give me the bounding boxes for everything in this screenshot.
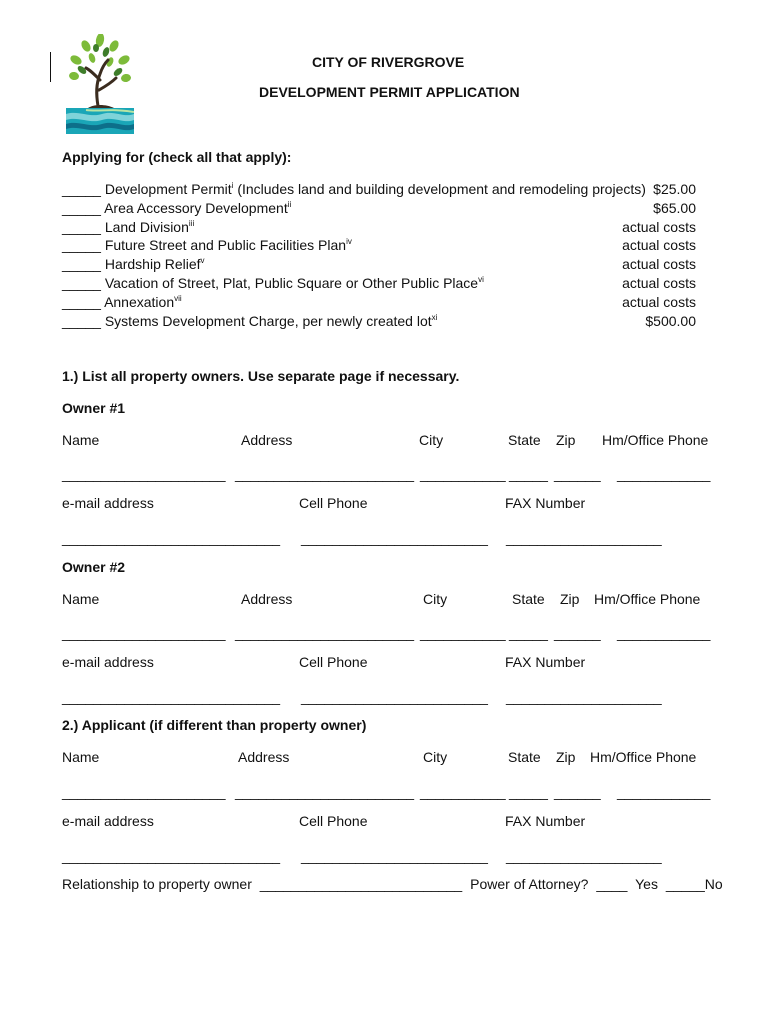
footnote-marker: xi xyxy=(431,312,438,322)
applying-item-fee: actual costs xyxy=(622,218,696,235)
address-label: Address xyxy=(241,432,293,448)
city-label: City xyxy=(419,432,444,448)
applying-heading: Applying for (check all that apply): xyxy=(62,149,292,165)
name-field[interactable]: _____________________ xyxy=(62,784,226,800)
cell-label: Cell Phone xyxy=(299,813,368,829)
name-label: Name xyxy=(62,432,100,448)
cell-field[interactable]: ________________________ xyxy=(301,530,488,546)
fax-label: FAX Number xyxy=(505,654,586,670)
city-label: City xyxy=(423,591,448,607)
applying-item-label: Vacation of Street, Plat, Public Square or Other Public Place xyxy=(104,275,479,291)
phone-label: Hm/Office Phone xyxy=(602,432,709,448)
form-title: DEVELOPMENT PERMIT APPLICATION xyxy=(259,84,520,100)
poa-no-label: No xyxy=(704,876,723,892)
zip-field[interactable]: ______ xyxy=(554,784,601,800)
applying-item-label: Area Accessory Development xyxy=(104,199,288,216)
applying-item-fee: actual costs xyxy=(622,256,696,273)
applying-item-label: Development Permit xyxy=(104,181,232,197)
footnote-marker: vii xyxy=(174,293,182,303)
applying-item xyxy=(62,218,696,236)
applying-item-fee: actual costs xyxy=(622,293,696,310)
applying-item-label: Land Division xyxy=(104,218,189,235)
applying-item-fee: actual costs xyxy=(622,237,696,254)
state-label: State xyxy=(508,749,541,765)
state-field[interactable]: _____ xyxy=(509,466,548,482)
applying-item xyxy=(62,274,696,292)
zip-field[interactable]: ______ xyxy=(554,625,601,641)
name-field[interactable]: _____________________ xyxy=(62,625,226,641)
footnote-marker: v xyxy=(200,256,205,266)
poa-yes-label: Yes xyxy=(635,876,658,892)
relationship-row xyxy=(62,876,723,892)
fax-label: FAX Number xyxy=(505,495,586,511)
check-blank[interactable]: _____ xyxy=(62,256,101,273)
check-blank[interactable]: _____ xyxy=(62,218,101,235)
footnote-marker: i xyxy=(231,181,234,190)
applying-item xyxy=(62,312,696,330)
applying-item-fee: $25.00 xyxy=(653,181,696,197)
text-cursor xyxy=(50,52,51,82)
cell-field[interactable]: ________________________ xyxy=(301,689,488,705)
applying-item-fee: actual costs xyxy=(622,275,696,291)
check-blank[interactable]: _____ xyxy=(62,181,101,197)
zip-label: Zip xyxy=(556,432,576,448)
owner-1-label: Owner #1 xyxy=(62,400,126,416)
section-1-heading: 1.) List all property owners. Use separate page if necessary. xyxy=(62,368,460,384)
phone-field[interactable]: ____________ xyxy=(617,784,711,800)
city-title: CITY OF RIVERGROVE xyxy=(312,54,465,70)
poa-yes-field[interactable]: ____ xyxy=(596,876,628,892)
check-blank[interactable]: _____ xyxy=(62,293,101,310)
check-blank[interactable]: _____ xyxy=(62,237,101,254)
applying-item-label: Hardship Relief xyxy=(104,256,201,273)
applying-item-fee: $500.00 xyxy=(645,312,696,329)
email-field[interactable]: ____________________________ xyxy=(62,689,281,705)
owner-2-label: Owner #2 xyxy=(62,559,126,575)
applying-item xyxy=(62,255,696,273)
check-blank[interactable]: _____ xyxy=(62,199,101,216)
state-label: State xyxy=(512,591,545,607)
address-label: Address xyxy=(241,591,293,607)
name-label: Name xyxy=(62,749,100,765)
phone-field[interactable]: ____________ xyxy=(617,625,711,641)
name-label: Name xyxy=(62,591,100,607)
zip-label: Zip xyxy=(560,591,580,607)
footnote-marker: ii xyxy=(287,199,292,209)
applying-item-label: Future Street and Public Facilities Plan xyxy=(104,237,347,254)
address-field[interactable]: _______________________ xyxy=(235,625,415,641)
applying-item xyxy=(62,199,696,217)
applying-item xyxy=(62,236,696,254)
poa-label: Power of Attorney? xyxy=(470,876,589,892)
city-field[interactable]: ___________ xyxy=(420,625,506,641)
phone-label: Hm/Office Phone xyxy=(594,591,701,607)
applying-item-label: Systems Development Charge, per newly created lot xyxy=(104,312,432,329)
phone-field[interactable]: ____________ xyxy=(617,466,711,482)
cell-field[interactable]: ________________________ xyxy=(301,848,488,864)
cell-label: Cell Phone xyxy=(299,654,368,670)
city-label: City xyxy=(423,749,448,765)
address-label: Address xyxy=(238,749,290,765)
relationship-label: Relationship to property owner xyxy=(62,876,252,892)
relationship-field[interactable]: __________________________ xyxy=(259,876,463,892)
cell-label: Cell Phone xyxy=(299,495,368,511)
section-2-heading: 2.) Applicant (if different than property owner) xyxy=(62,717,367,733)
applying-item-note: (Includes land and building development and remodeling projects) xyxy=(233,181,646,197)
applying-item-fee: $65.00 xyxy=(653,199,696,216)
state-field[interactable]: _____ xyxy=(509,625,548,641)
footnote-marker: iv xyxy=(346,237,352,247)
applying-item xyxy=(62,293,696,311)
fax-field[interactable]: ____________________ xyxy=(506,848,662,864)
city-logo xyxy=(66,34,134,134)
check-blank[interactable]: _____ xyxy=(62,275,101,291)
check-blank[interactable]: _____ xyxy=(62,312,101,329)
fax-label: FAX Number xyxy=(505,813,586,829)
state-label: State xyxy=(508,432,541,448)
email-field[interactable]: ____________________________ xyxy=(62,530,281,546)
email-field[interactable]: ____________________________ xyxy=(62,848,281,864)
applying-item-label: Annexation xyxy=(104,293,175,310)
fax-field[interactable]: ____________________ xyxy=(506,689,662,705)
email-label: e-mail address xyxy=(62,495,154,511)
footnote-marker: vi xyxy=(478,275,484,284)
zip-label: Zip xyxy=(556,749,576,765)
footnote-marker: iii xyxy=(188,218,195,228)
poa-no-field[interactable]: _____ xyxy=(665,876,705,892)
name-field[interactable]: _____________________ xyxy=(62,466,226,482)
state-field[interactable]: _____ xyxy=(509,784,548,800)
email-label: e-mail address xyxy=(62,813,154,829)
zip-field[interactable]: ______ xyxy=(554,466,601,482)
address-field[interactable]: _______________________ xyxy=(235,466,415,482)
city-field[interactable]: ___________ xyxy=(420,466,506,482)
phone-label: Hm/Office Phone xyxy=(590,749,697,765)
email-label: e-mail address xyxy=(62,654,154,670)
address-field[interactable]: _______________________ xyxy=(235,784,415,800)
applying-item xyxy=(62,180,696,198)
fax-field[interactable]: ____________________ xyxy=(506,530,662,546)
city-field[interactable]: ___________ xyxy=(420,784,506,800)
